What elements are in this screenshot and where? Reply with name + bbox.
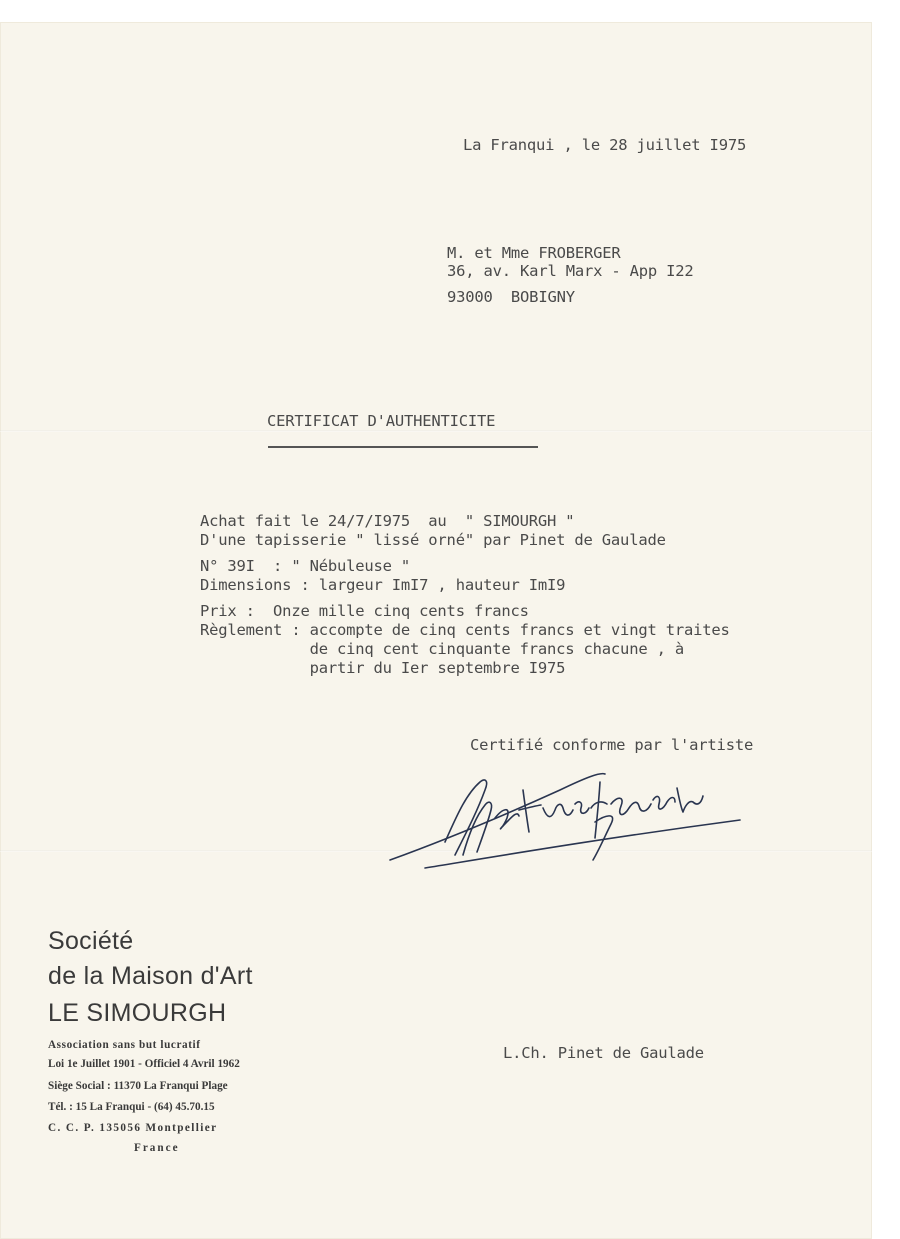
letterhead-seat: Siège Social : 11370 La Franqui Plage bbox=[48, 1080, 228, 1092]
certificate-title: CERTIFICAT D'AUTHENTICITE bbox=[267, 412, 496, 430]
dimensions-line: Dimensions : largeur ImI7 , hauteur ImI9 bbox=[200, 576, 566, 594]
recipient-city: 93000 BOBIGNY bbox=[447, 288, 575, 306]
recipient-street: 36, av. Karl Marx - App I22 bbox=[447, 262, 694, 280]
signature-image bbox=[385, 760, 745, 875]
certification-text: Certifié conforme par l'artiste bbox=[470, 736, 754, 754]
payment-line-3: partir du Ier septembre I975 bbox=[200, 659, 566, 677]
letterhead-law: Loi 1e Juillet 1901 - Officiel 4 Avril 1962 bbox=[48, 1058, 240, 1070]
purchase-line-2: D'une tapisserie " lissé orné" par Pinet de Gaulade bbox=[200, 531, 666, 549]
title-underline bbox=[268, 446, 538, 448]
place-date: La Franqui , le 28 juillet I975 bbox=[463, 136, 747, 154]
letterhead-phone: Tél. : 15 La Franqui - (64) 45.70.15 bbox=[48, 1101, 215, 1113]
signatory-name: L.Ch. Pinet de Gaulade bbox=[503, 1044, 704, 1062]
payment-line-1: Règlement : accompte de cinq cents francs et vingt traites bbox=[200, 621, 730, 639]
letterhead-ccp: C. C. P. 135056 Montpellier bbox=[48, 1122, 218, 1134]
paper-fold-upper bbox=[0, 430, 872, 432]
number-line: N° 39I : " Nébuleuse " bbox=[200, 557, 411, 575]
letterhead-societe: Société bbox=[48, 927, 134, 955]
letterhead-maison: de la Maison d'Art bbox=[48, 962, 253, 990]
payment-line-2: de cinq cent cinquante francs chacune , à bbox=[200, 640, 684, 658]
letterhead-simourgh: LE SIMOURGH bbox=[48, 999, 227, 1027]
price-line: Prix : Onze mille cinq cents francs bbox=[200, 602, 529, 620]
letterhead-country: France bbox=[134, 1142, 180, 1154]
purchase-line-1: Achat fait le 24/7/I975 au " SIMOURGH " bbox=[200, 512, 575, 530]
recipient-name: M. et Mme FROBERGER bbox=[447, 244, 621, 262]
letterhead-association: Association sans but lucratif bbox=[48, 1039, 201, 1051]
